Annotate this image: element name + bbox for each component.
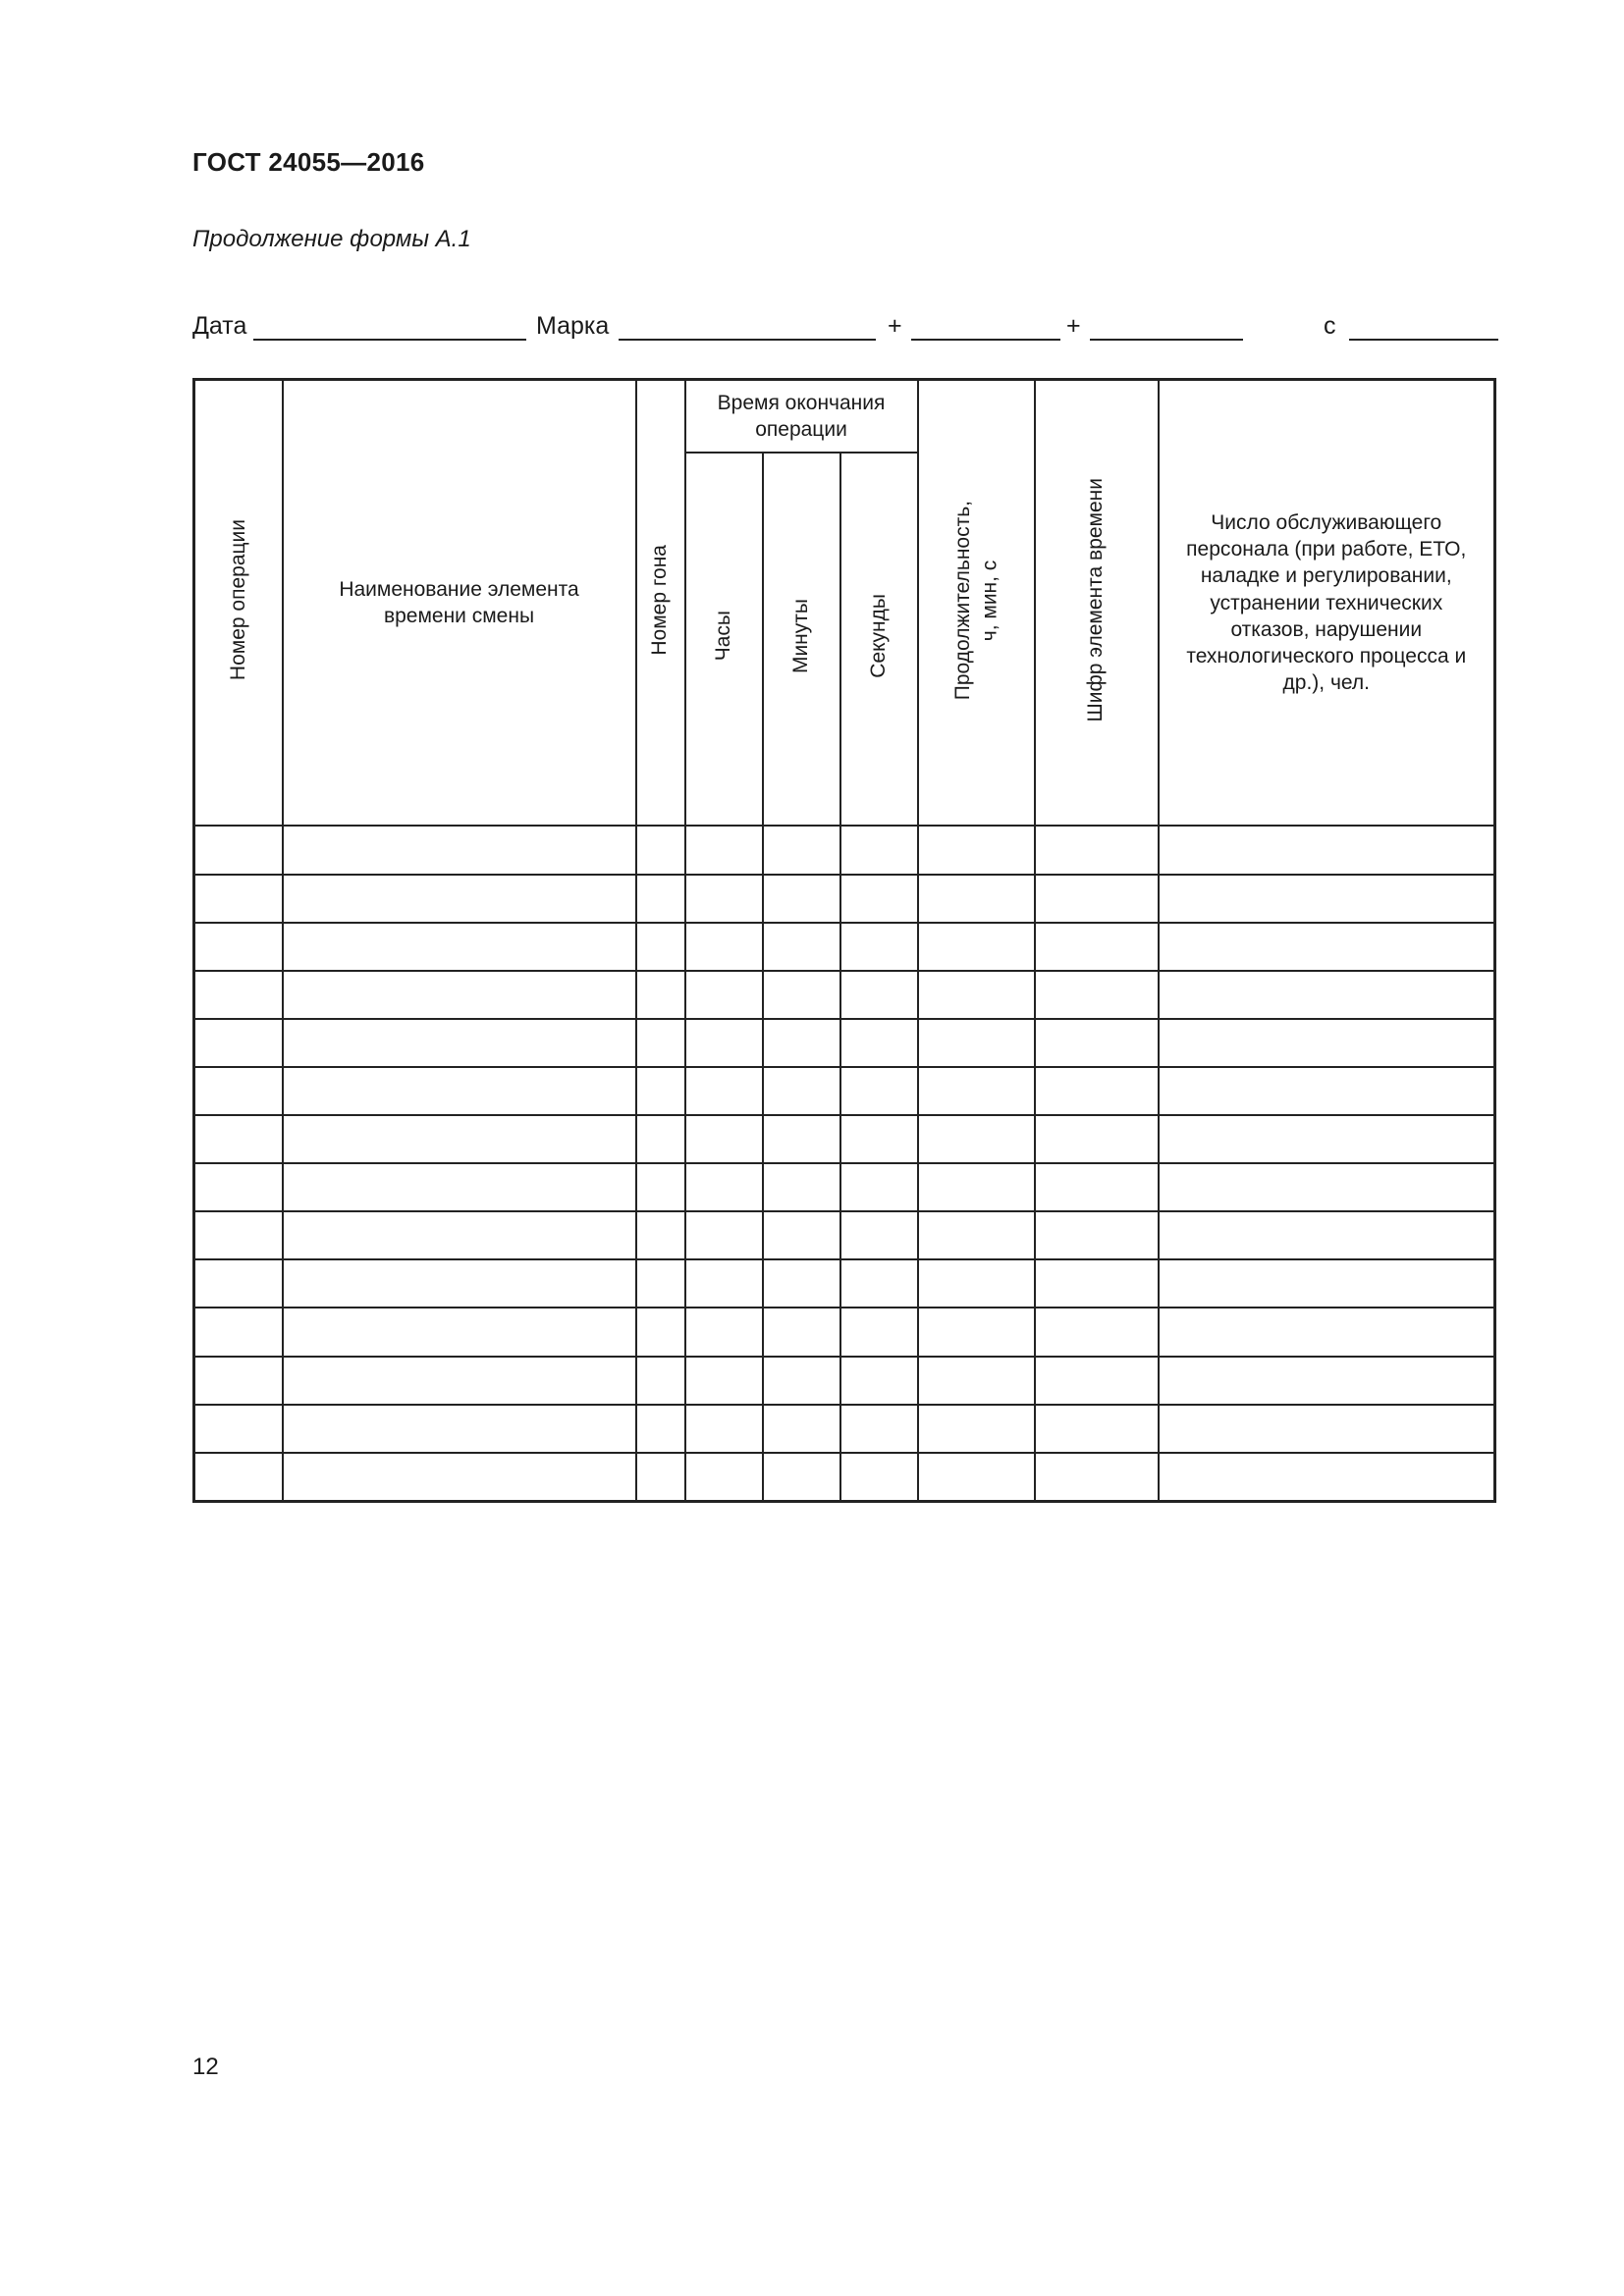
table-cell[interactable] bbox=[1159, 971, 1495, 1019]
table-cell[interactable] bbox=[763, 1067, 840, 1115]
table-cell[interactable] bbox=[763, 1357, 840, 1405]
table-cell[interactable] bbox=[1159, 1259, 1495, 1308]
table-cell[interactable] bbox=[1159, 1163, 1495, 1211]
table-cell[interactable] bbox=[283, 1019, 636, 1067]
table-cell[interactable] bbox=[636, 1259, 685, 1308]
col-duration-label bbox=[949, 501, 1003, 700]
col-duration-line1: Продолжительность, bbox=[950, 500, 974, 700]
col-element-name-label: Наименование элемента времени смены bbox=[339, 577, 579, 628]
table-cell[interactable] bbox=[283, 875, 636, 923]
table-cell[interactable] bbox=[918, 1211, 1035, 1259]
table-cell[interactable] bbox=[840, 1453, 918, 1502]
table-cell[interactable] bbox=[918, 875, 1035, 923]
table-cell[interactable] bbox=[1035, 1019, 1159, 1067]
table-cell[interactable] bbox=[1035, 1067, 1159, 1115]
table-cell[interactable] bbox=[840, 1211, 918, 1259]
table-cell[interactable] bbox=[918, 1067, 1035, 1115]
col-minutes bbox=[763, 453, 840, 827]
table-row bbox=[194, 1453, 1495, 1502]
col-staff-count bbox=[1159, 380, 1495, 827]
table-cell[interactable] bbox=[918, 1163, 1035, 1211]
col-seconds bbox=[840, 453, 918, 827]
table-row bbox=[194, 826, 1495, 874]
col-duration-line2: ч, мин, с bbox=[978, 559, 1001, 641]
table-row bbox=[194, 923, 1495, 971]
form-body bbox=[194, 826, 1495, 1501]
table-cell[interactable] bbox=[1159, 1019, 1495, 1067]
date-label: Дата bbox=[192, 312, 247, 340]
table-cell[interactable] bbox=[763, 1115, 840, 1163]
table-cell[interactable] bbox=[1035, 1115, 1159, 1163]
col-minutes-label: Минуты bbox=[788, 599, 812, 674]
table-cell[interactable] bbox=[840, 971, 918, 1019]
table-cell[interactable] bbox=[840, 1405, 918, 1453]
table-cell[interactable] bbox=[763, 1453, 840, 1502]
table-cell[interactable] bbox=[283, 1453, 636, 1502]
table-cell[interactable] bbox=[283, 1211, 636, 1259]
table-cell[interactable] bbox=[636, 826, 685, 874]
table-cell[interactable] bbox=[636, 1211, 685, 1259]
table-cell[interactable] bbox=[1035, 1405, 1159, 1453]
table-cell[interactable] bbox=[283, 1357, 636, 1405]
table-cell[interactable] bbox=[1035, 826, 1159, 874]
col-seconds-label: Секунды bbox=[866, 594, 890, 678]
plus-sign-2: + bbox=[1066, 312, 1081, 340]
table-cell[interactable] bbox=[685, 1453, 763, 1502]
table-cell[interactable] bbox=[1035, 1453, 1159, 1502]
table-cell[interactable] bbox=[763, 826, 840, 874]
table-cell[interactable] bbox=[763, 1405, 840, 1453]
table-cell[interactable] bbox=[918, 826, 1035, 874]
table-row bbox=[194, 1259, 1495, 1308]
table-cell[interactable] bbox=[1035, 875, 1159, 923]
table-cell[interactable] bbox=[1159, 1115, 1495, 1163]
table-cell[interactable] bbox=[685, 826, 763, 874]
table-cell[interactable] bbox=[918, 1308, 1035, 1356]
table-cell[interactable] bbox=[194, 1405, 283, 1453]
table-cell[interactable] bbox=[283, 971, 636, 1019]
table-cell[interactable] bbox=[194, 1453, 283, 1502]
table-row bbox=[194, 1357, 1495, 1405]
table-cell[interactable] bbox=[636, 1163, 685, 1211]
table-cell[interactable] bbox=[194, 1259, 283, 1308]
table-cell[interactable] bbox=[194, 1163, 283, 1211]
col-run-number bbox=[636, 380, 685, 827]
table-cell[interactable] bbox=[283, 1308, 636, 1356]
col-hours bbox=[685, 453, 763, 827]
table-cell[interactable] bbox=[194, 1357, 283, 1405]
table-cell[interactable] bbox=[283, 826, 636, 874]
table-cell[interactable] bbox=[283, 1405, 636, 1453]
table-cell[interactable] bbox=[1035, 1308, 1159, 1356]
plus-blank-1[interactable] bbox=[911, 339, 1060, 341]
table-cell[interactable] bbox=[685, 1259, 763, 1308]
table-cell[interactable] bbox=[840, 1019, 918, 1067]
table-cell[interactable] bbox=[636, 971, 685, 1019]
table-cell[interactable] bbox=[636, 1453, 685, 1502]
table-cell[interactable] bbox=[194, 1308, 283, 1356]
plus-sign-1: + bbox=[888, 312, 902, 340]
table-cell[interactable] bbox=[685, 875, 763, 923]
table-cell[interactable] bbox=[194, 971, 283, 1019]
table-cell[interactable] bbox=[194, 1115, 283, 1163]
brand-blank[interactable] bbox=[619, 339, 876, 341]
table-cell[interactable] bbox=[194, 1019, 283, 1067]
table-cell[interactable] bbox=[918, 971, 1035, 1019]
table-cell[interactable] bbox=[840, 1259, 918, 1308]
with-blank[interactable] bbox=[1349, 339, 1498, 341]
table-cell[interactable] bbox=[1035, 1357, 1159, 1405]
col-operation-number-label: Номер операции bbox=[226, 519, 249, 681]
table-row bbox=[194, 1067, 1495, 1115]
table-cell[interactable] bbox=[194, 826, 283, 874]
table-cell[interactable] bbox=[840, 1067, 918, 1115]
table-row bbox=[194, 971, 1495, 1019]
table-cell[interactable] bbox=[636, 1357, 685, 1405]
table-cell[interactable] bbox=[685, 1308, 763, 1356]
table-cell[interactable] bbox=[918, 1115, 1035, 1163]
table-cell[interactable] bbox=[685, 1019, 763, 1067]
table-row bbox=[194, 875, 1495, 923]
table-cell[interactable] bbox=[685, 1163, 763, 1211]
col-end-time-group bbox=[685, 380, 918, 453]
table-cell[interactable] bbox=[1159, 1405, 1495, 1453]
table-cell[interactable] bbox=[636, 1067, 685, 1115]
table-cell[interactable] bbox=[1035, 1259, 1159, 1308]
col-staff-count-label: Число обслуживающего персонала (при работе, ЕТО, наладке и регулировании, устранении технических отказов, нарушении технологического процесса и др.), чел. bbox=[1186, 510, 1467, 695]
operations-form-table bbox=[192, 378, 1496, 1503]
plus-blank-2[interactable] bbox=[1090, 339, 1243, 341]
table-cell[interactable] bbox=[685, 971, 763, 1019]
col-duration bbox=[918, 380, 1035, 827]
table-cell[interactable] bbox=[763, 971, 840, 1019]
table-cell[interactable] bbox=[194, 1067, 283, 1115]
col-element-name bbox=[283, 380, 636, 827]
table-cell[interactable] bbox=[918, 1405, 1035, 1453]
table-cell[interactable] bbox=[194, 923, 283, 971]
with-label: с bbox=[1324, 312, 1336, 340]
table-cell[interactable] bbox=[685, 1211, 763, 1259]
table-cell[interactable] bbox=[685, 1115, 763, 1163]
table-cell[interactable] bbox=[194, 1211, 283, 1259]
table-cell[interactable] bbox=[763, 875, 840, 923]
table-cell[interactable] bbox=[1035, 1163, 1159, 1211]
table-cell[interactable] bbox=[636, 875, 685, 923]
table-cell[interactable] bbox=[840, 1163, 918, 1211]
table-cell[interactable] bbox=[1035, 971, 1159, 1019]
date-blank[interactable] bbox=[253, 339, 526, 341]
table-cell[interactable] bbox=[763, 1259, 840, 1308]
col-time-code-label: Шифр элемента времени bbox=[1084, 477, 1108, 722]
table-cell[interactable] bbox=[840, 1308, 918, 1356]
table-cell[interactable] bbox=[840, 826, 918, 874]
table-cell[interactable] bbox=[636, 923, 685, 971]
table-cell[interactable] bbox=[1159, 875, 1495, 923]
table-cell[interactable] bbox=[636, 1405, 685, 1453]
table-cell[interactable] bbox=[1159, 1308, 1495, 1356]
table-cell[interactable] bbox=[840, 875, 918, 923]
standard-title: ГОСТ 24055—2016 bbox=[192, 147, 425, 177]
col-operation-number bbox=[194, 380, 283, 827]
table-cell[interactable] bbox=[194, 875, 283, 923]
col-end-time-group-label: Время окончания операции bbox=[717, 391, 886, 441]
table-cell[interactable] bbox=[763, 1308, 840, 1356]
table-cell[interactable] bbox=[636, 1115, 685, 1163]
table-cell[interactable] bbox=[283, 923, 636, 971]
table-cell[interactable] bbox=[1159, 1453, 1495, 1502]
table-cell[interactable] bbox=[1159, 923, 1495, 971]
table-cell[interactable] bbox=[840, 1357, 918, 1405]
table-cell[interactable] bbox=[918, 1019, 1035, 1067]
table-row bbox=[194, 1211, 1495, 1259]
col-run-number-label: Номер гона bbox=[648, 544, 672, 656]
table-cell[interactable] bbox=[636, 1308, 685, 1356]
table-cell[interactable] bbox=[763, 1163, 840, 1211]
col-hours-label: Часы bbox=[711, 611, 734, 662]
table-cell[interactable] bbox=[840, 923, 918, 971]
form-continuation-caption: Продолжение формы А.1 bbox=[192, 226, 471, 252]
table-cell[interactable] bbox=[1159, 1067, 1495, 1115]
table-cell[interactable] bbox=[918, 1259, 1035, 1308]
table-cell[interactable] bbox=[763, 1211, 840, 1259]
table-cell[interactable] bbox=[763, 923, 840, 971]
table-row bbox=[194, 1405, 1495, 1453]
table-cell[interactable] bbox=[1159, 826, 1495, 874]
col-time-code bbox=[1035, 380, 1159, 827]
table-cell[interactable] bbox=[1159, 1211, 1495, 1259]
table-cell[interactable] bbox=[283, 1163, 636, 1211]
table-cell[interactable] bbox=[283, 1259, 636, 1308]
page-number: 12 bbox=[192, 2054, 219, 2080]
table-cell[interactable] bbox=[1159, 1357, 1495, 1405]
table-cell[interactable] bbox=[283, 1067, 636, 1115]
table-row bbox=[194, 1115, 1495, 1163]
table-cell[interactable] bbox=[840, 1115, 918, 1163]
table-cell[interactable] bbox=[918, 1357, 1035, 1405]
table-cell[interactable] bbox=[636, 1019, 685, 1067]
brand-label: Марка bbox=[536, 312, 610, 340]
table-cell[interactable] bbox=[763, 1019, 840, 1067]
table-cell[interactable] bbox=[685, 1357, 763, 1405]
table-cell[interactable] bbox=[685, 1405, 763, 1453]
table-row bbox=[194, 1163, 1495, 1211]
table-cell[interactable] bbox=[1035, 1211, 1159, 1259]
table-cell[interactable] bbox=[685, 1067, 763, 1115]
table-cell[interactable] bbox=[1035, 923, 1159, 971]
table-cell[interactable] bbox=[685, 923, 763, 971]
table-row bbox=[194, 1308, 1495, 1356]
table-row bbox=[194, 1019, 1495, 1067]
table-cell[interactable] bbox=[918, 923, 1035, 971]
table-cell[interactable] bbox=[918, 1453, 1035, 1502]
table-cell[interactable] bbox=[283, 1115, 636, 1163]
